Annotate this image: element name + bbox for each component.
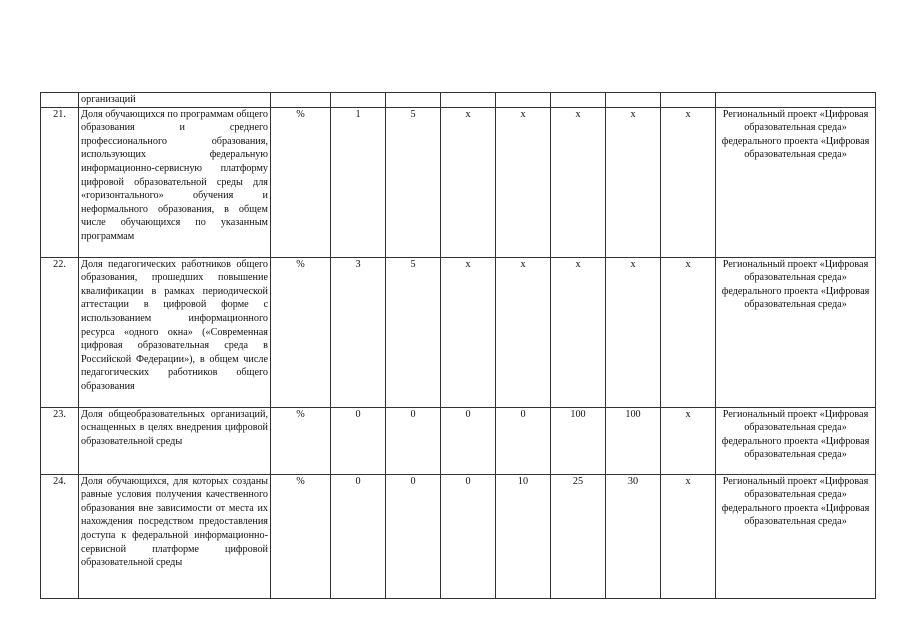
row-number-cell bbox=[41, 93, 79, 108]
unit-cell: % bbox=[271, 107, 331, 257]
continuation-row bbox=[41, 93, 876, 108]
table-row bbox=[41, 474, 876, 598]
unit-cell: % bbox=[271, 257, 331, 407]
indicator-description: Доля обучающихся по программам общего образования и среднего профессионального образования, использующих федеральную информационно-сервисную платформу цифровой образовательной среды для «горизонтального» обучения и неформального образования, в общем числе обучающихся по указанным программам bbox=[79, 107, 271, 257]
value-cell: 3 bbox=[331, 257, 386, 407]
value-cell: x bbox=[606, 107, 661, 257]
value-cell: 0 bbox=[441, 407, 496, 474]
row-number: 21. bbox=[41, 107, 79, 257]
value-cell: 0 bbox=[386, 474, 441, 598]
value-cell: x bbox=[661, 107, 716, 257]
value-cell: x bbox=[551, 257, 606, 407]
value-cell: 1 bbox=[331, 107, 386, 257]
row-number: 22. bbox=[41, 257, 79, 407]
unit-cell: % bbox=[271, 474, 331, 598]
value-cell: x bbox=[551, 107, 606, 257]
value-cell: x bbox=[496, 257, 551, 407]
value-cell: 0 bbox=[386, 407, 441, 474]
unit-cell: % bbox=[271, 407, 331, 474]
continuation-cell: организаций bbox=[79, 93, 271, 108]
value-cell: x bbox=[661, 474, 716, 598]
indicator-description: Доля педагогических работников общего образования, прошедших повышение квалификации в рамках периодической аттестации в цифровой форме с использованием информационного ресурса «одного окна» («Современная цифровая образовательная среда в Российской Федерации»), в общем числе педагогических работников общего образования bbox=[79, 257, 271, 407]
value-cell: x bbox=[661, 257, 716, 407]
indicators-table bbox=[40, 92, 876, 599]
value-cell: 0 bbox=[331, 474, 386, 598]
value-cell: x bbox=[661, 407, 716, 474]
source-cell: Региональный проект «Цифровая образовательная среда» федерального проекта «Цифровая образовательная среда» bbox=[716, 107, 876, 257]
value-cell: x bbox=[496, 107, 551, 257]
value-cell: x bbox=[441, 107, 496, 257]
value-cell: 0 bbox=[331, 407, 386, 474]
value-cell: 5 bbox=[386, 107, 441, 257]
value-cell: 0 bbox=[496, 407, 551, 474]
table-row bbox=[41, 107, 876, 257]
value-cell: 10 bbox=[496, 474, 551, 598]
indicator-description: Доля общеобразовательных организаций, оснащенных в целях внедрения цифровой образовательной среды bbox=[79, 407, 271, 474]
source-cell: Региональный проект «Цифровая образовательная среда» федерального проекта «Цифровая образовательная среда» bbox=[716, 257, 876, 407]
row-number: 24. bbox=[41, 474, 79, 598]
source-cell: Региональный проект «Цифровая образовательная среда» федерального проекта «Цифровая образовательная среда» bbox=[716, 407, 876, 474]
indicator-description: Доля обучающихся, для которых созданы равные условия получения качественного образования вне зависимости от места их нахождения посредством предоставления доступа к федеральной информационно-сервисной платформе цифровой образовательной среды bbox=[79, 474, 271, 598]
row-number: 23. bbox=[41, 407, 79, 474]
value-cell: 100 bbox=[551, 407, 606, 474]
source-cell: Региональный проект «Цифровая образовательная среда» федерального проекта «Цифровая образовательная среда» bbox=[716, 474, 876, 598]
value-cell: 25 bbox=[551, 474, 606, 598]
table-row bbox=[41, 257, 876, 407]
value-cell: 30 bbox=[606, 474, 661, 598]
value-cell: x bbox=[606, 257, 661, 407]
value-cell: 0 bbox=[441, 474, 496, 598]
value-cell: 100 bbox=[606, 407, 661, 474]
value-cell: 5 bbox=[386, 257, 441, 407]
table-row bbox=[41, 407, 876, 474]
value-cell: x bbox=[441, 257, 496, 407]
